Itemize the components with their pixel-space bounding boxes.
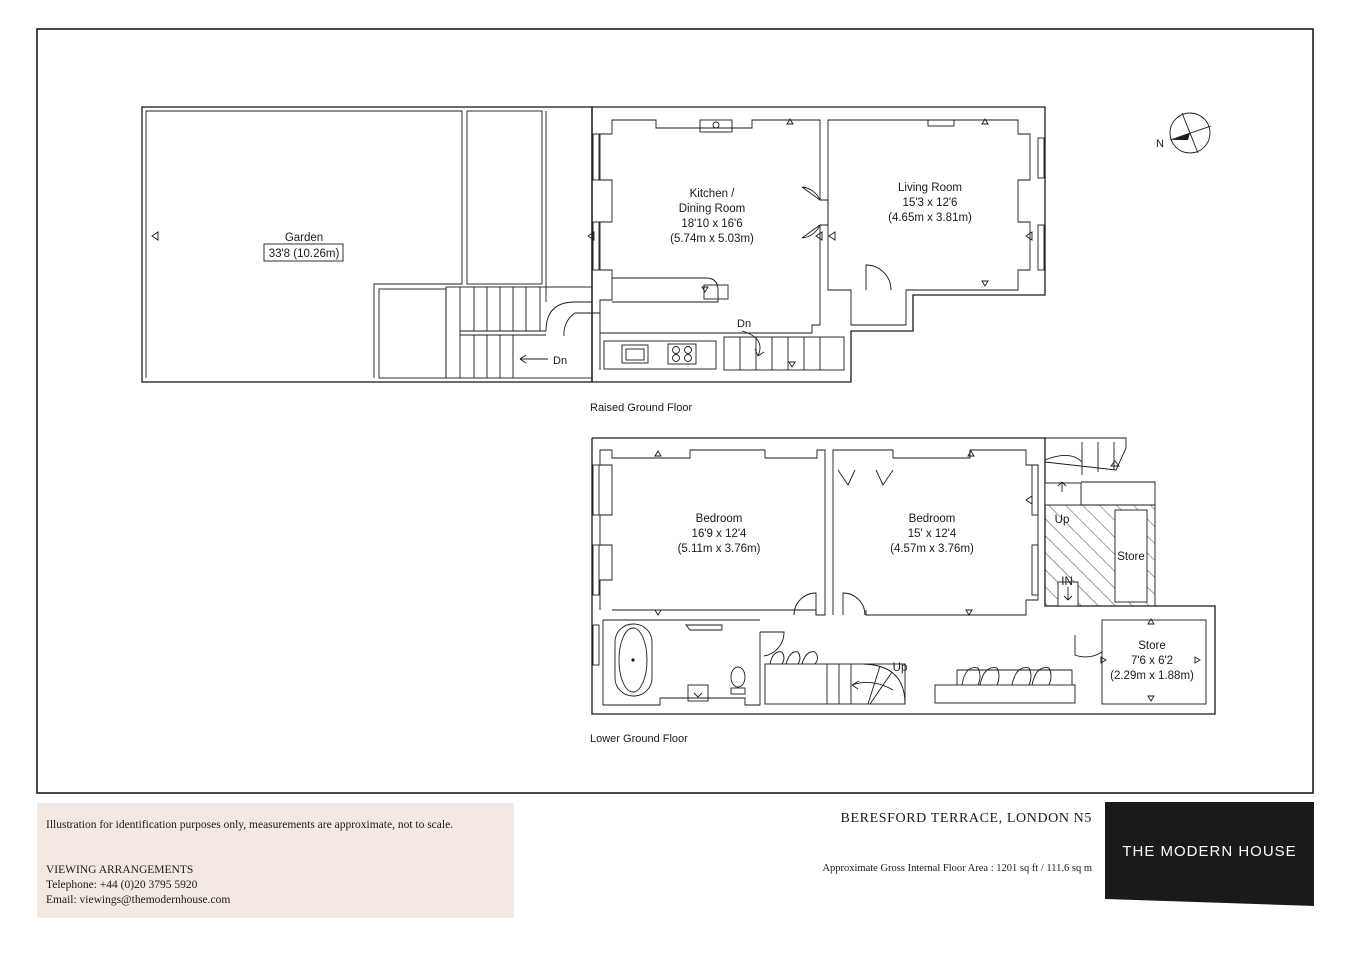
bathtub-icon — [615, 624, 652, 696]
hall-stairs-up-label: Up — [892, 662, 908, 674]
store-dims-imperial: 7'6 x 6'2 — [1130, 655, 1174, 667]
bedroom2-dims-metric: (4.57m x 3.76m) — [890, 543, 974, 555]
garden-name: Garden — [284, 232, 324, 244]
basin-icon — [688, 685, 708, 701]
living-dims-imperial: 15'3 x 12'6 — [902, 197, 958, 209]
bedroom1-dims-metric: (5.11m x 3.76m) — [677, 543, 761, 555]
hob-icon — [668, 344, 696, 364]
raised-ground-floor — [142, 107, 1045, 414]
compass-icon — [1156, 113, 1211, 153]
kitchen-stairs — [724, 331, 844, 370]
disclaimer-text: Illustration for identification purposes only, measurements are approximate, not to scale. — [46, 819, 454, 831]
bedroom1-dims-imperial: 16'9 x 12'4 — [691, 528, 747, 540]
utility-cupboards — [935, 668, 1075, 703]
email-link[interactable]: Email: viewings@themodernhouse.com — [46, 894, 231, 906]
bedroom1-name: Bedroom — [695, 513, 743, 525]
kitchen-stairs-dn-label: Dn — [737, 318, 752, 330]
kitchen-name-line2: Dining Room — [678, 203, 746, 215]
brand-name: THE MODERN HOUSE — [1122, 843, 1297, 860]
compass-north-label: N — [1156, 138, 1164, 150]
kitchen-name-line1: Kitchen / — [689, 188, 735, 200]
viewing-heading: VIEWING ARRANGEMENTS — [46, 864, 194, 876]
entrance-in-label: IN — [1061, 576, 1073, 588]
kitchen-dims-metric: (5.74m x 5.03m) — [670, 233, 754, 245]
living-dims-metric: (4.65m x 3.81m) — [888, 212, 972, 224]
garden-stairs-dn-label: Dn — [553, 355, 568, 367]
lower-ground-floor — [590, 438, 1215, 745]
garden-dims: 33'8 (10.26m) — [268, 248, 340, 260]
hall-stairs — [765, 652, 905, 704]
store-name: Store — [1138, 640, 1166, 652]
floor-area-text: Approximate Gross Internal Floor Area : 1201 sq ft / 111.6 sq m — [822, 863, 1092, 874]
kitchen-dims-imperial: 18'10 x 16'6 — [681, 218, 743, 230]
bedroom2-dims-imperial: 15' x 12'4 — [907, 528, 957, 540]
living-name: Living Room — [898, 182, 962, 194]
garden-boundary — [142, 107, 592, 382]
store-small-name: Store — [1117, 551, 1145, 563]
toilet-icon — [731, 667, 745, 694]
disclaimer-panel — [37, 803, 514, 918]
garden-steps — [446, 287, 592, 378]
property-address: BERESFORD TERRACE, LONDON N5 — [840, 811, 1092, 826]
telephone-text: Telephone: +44 (0)20 3795 5920 — [46, 879, 198, 891]
store-dims-metric: (2.29m x 1.88m) — [1110, 670, 1194, 682]
raised-ground-floor-title: Raised Ground Floor — [590, 402, 693, 414]
lower-ground-floor-title: Lower Ground Floor — [590, 733, 688, 745]
entrance-up-label: Up — [1054, 514, 1070, 526]
bedroom2-name: Bedroom — [908, 513, 956, 525]
